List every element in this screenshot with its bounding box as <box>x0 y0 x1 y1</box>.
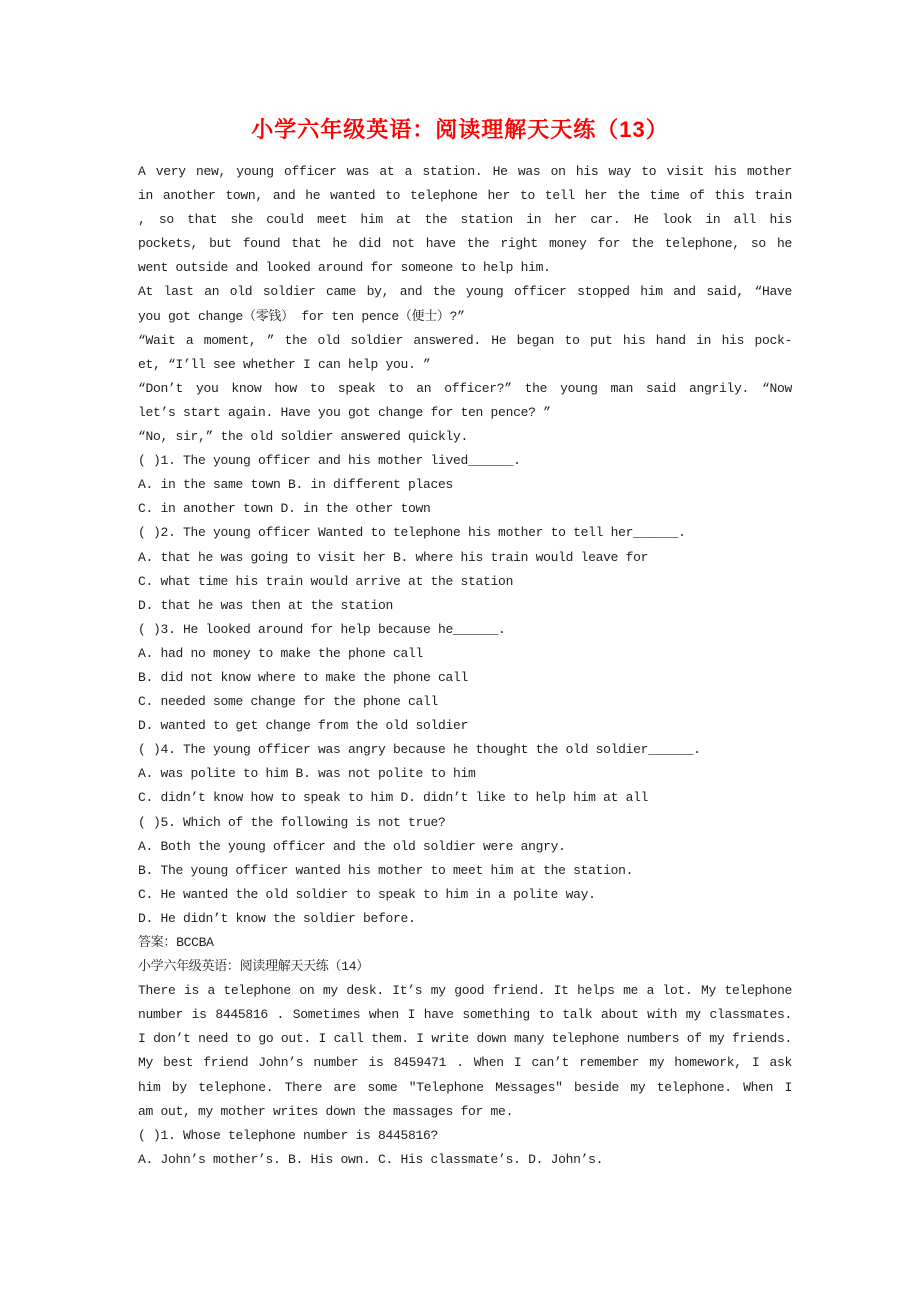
text-line: “Don’t you know how to speak to an officer?” the young man said angrily. “Now <box>138 380 792 396</box>
text-line: At last an old soldier came by, and the young officer stopped him and said, “Have <box>138 284 792 300</box>
text-line: A. in the same town B. in different places <box>138 477 454 493</box>
text-line: C. didn’t know how to speak to him D. didn’t like to help him at all <box>138 790 649 806</box>
text-line: ( )2. The young officer Wanted to telephone his mother to tell her______. <box>138 525 686 541</box>
text-line: C. needed some change for the phone call <box>138 694 439 710</box>
text-line: “Wait a moment, ” the old soldier answered. He began to put his hand in his pock- <box>138 332 792 348</box>
text-line: et, “I’ll see whether I can help you. ” <box>138 356 431 372</box>
text-line: A. was polite to him B. was not polite to him <box>138 766 476 782</box>
text-line: A. that he was going to visit her B. where his train would leave for <box>138 549 649 565</box>
text-line: C. in another town D. in the other town <box>138 501 431 517</box>
text-line: number is 8445816 . Sometimes when I have something to talk about with my classmates. <box>138 1007 792 1023</box>
text-line: C. what time his train would arrive at the station <box>138 573 514 589</box>
text-line: went outside and looked around for someone to help him. <box>138 260 551 276</box>
text-line: ( )1. The young officer and his mother lived______. <box>138 453 521 469</box>
text-line: him by telephone. There are some "Telephone Messages" beside my telephone. When I <box>138 1079 792 1095</box>
text-line: am out, my mother writes down the massages for me. <box>138 1103 514 1119</box>
text-line: A. John’s mother’s. B. His own. C. His classmate’s. D. John’s. <box>138 1151 604 1167</box>
text-line: in another town, and he wanted to telephone her to tell her the time of this train <box>138 188 792 204</box>
text-line: D. wanted to get change from the old soldier <box>138 718 469 734</box>
document-title: 小学六年级英语：阅读理解天天练（13） <box>251 117 669 142</box>
text-line: ( )1. Whose telephone number is 8445816? <box>138 1127 439 1143</box>
text-line: C. He wanted the old soldier to speak to him in a polite way. <box>138 886 596 902</box>
text-line: B. The young officer wanted his mother to meet him at the station. <box>138 862 634 878</box>
text-line: let’s start again. Have you got change for ten pence? ” <box>138 404 551 420</box>
text-line: 小学六年级英语：阅读理解天天练（14） <box>138 959 369 975</box>
text-line: There is a telephone on my desk. It’s my good friend. It helps me a lot. My telephone <box>138 983 792 999</box>
text-line: D. He didn’t know the soldier before. <box>138 910 416 926</box>
text-line: A very new, young officer was at a station. He was on his way to visit his mother <box>138 164 792 179</box>
text-line: ( )3. He looked around for help because he______. <box>138 621 506 637</box>
text-line: B. did not know where to make the phone call <box>138 669 469 685</box>
text-line: pockets, but found that he did not have the right money for the telephone, so he <box>138 236 792 252</box>
text-line: D. that he was then at the station <box>138 597 394 613</box>
text-line: 答案：BCCBA <box>138 935 214 950</box>
document-body <box>138 160 792 1172</box>
text-line: ( )4. The young officer was angry because he thought the old soldier______. <box>138 742 701 758</box>
text-line: , so that she could meet him at the station in her car. He look in all his <box>138 212 792 228</box>
text-line: My best friend John’s number is 8459471 . When I can’t remember my homework, I ask <box>138 1055 792 1071</box>
text-line: A. had no money to make the phone call <box>138 645 424 661</box>
text-line: you got change（零钱） for ten pence（便士）?” <box>138 308 465 324</box>
text-line: ( )5. Which of the following is not true? <box>138 814 446 830</box>
text-line: A. Both the young officer and the old soldier were angry. <box>138 838 566 854</box>
text-line: I don’t need to go out. I call them. I write down many telephone numbers of my friends. <box>138 1031 792 1047</box>
text-line: “No, sir,” the old soldier answered quickly. <box>138 429 469 445</box>
